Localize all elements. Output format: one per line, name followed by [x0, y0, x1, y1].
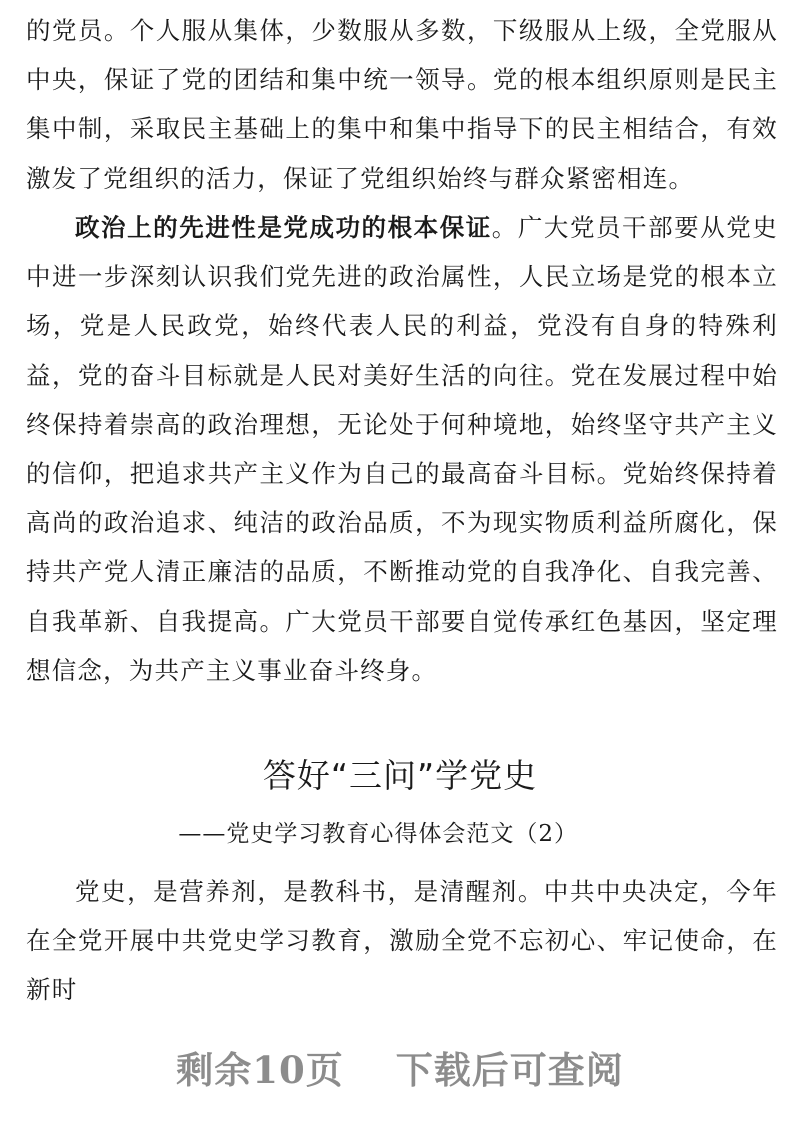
paragraph-organization: [26, 6, 778, 203]
paragraph-text: 。广大党员干部要从党史中进一步深刻认识我们党先进的政治属性，人民立场是党的根本立场，党是人民政党，始终代表人民的利益，党没有自身的特殊利益，党的奋斗目标就是人民对美好生活的向往。党在发展过程中始终保持着崇高的政治理想，无论处于何种境地，始终坚守共产主义的信仰，把追求共产主义作为自己的最高奋斗目标。党始终保持着高尚的政治追求、纯洁的政治品质，不为现实物质利益所腐化，保持共产党人清正廉洁的品质，不断推动党的自我净化、自我完善、自我革新、自我提高。广大党员干部要自觉传承红色基因，坚定理想信念，为共产主义事业奋斗终身。: [26, 213, 778, 685]
paragraph-text: 的党员。个人服从集体，少数服从多数，下级服从上级，全党服从中央，保证了党的团结和集中统一领导。党的根本组织原则是民主集中制，采取民主基础上的集中和集中指导下的民主相结合，有效激发了党组织的活力，保证了党组织始终与群众紧密相连。: [26, 16, 778, 193]
remaining-pages-text: 剩余10页: [176, 1048, 344, 1092]
paragraph-lead-bold: 政治上的先进性是党成功的根本保证: [75, 213, 492, 242]
article-subtitle: ——党史学习教育心得体会范文（2）: [178, 821, 578, 847]
download-to-view-text: 下载后可查阅: [395, 1048, 624, 1092]
paragraph-text: 党史，是营养剂，是教科书，是清醒剂。中共中央决定，今年在全党开展中共党史学习教育，激励全党不忘初心、牢记使命，在新时: [26, 877, 778, 1005]
download-notice[interactable]: [0, 1042, 800, 1098]
paragraph-political-advancement: [26, 203, 778, 695]
paragraph-intro: [26, 867, 778, 1015]
article-title: 答好“三问”学党史: [262, 756, 538, 795]
